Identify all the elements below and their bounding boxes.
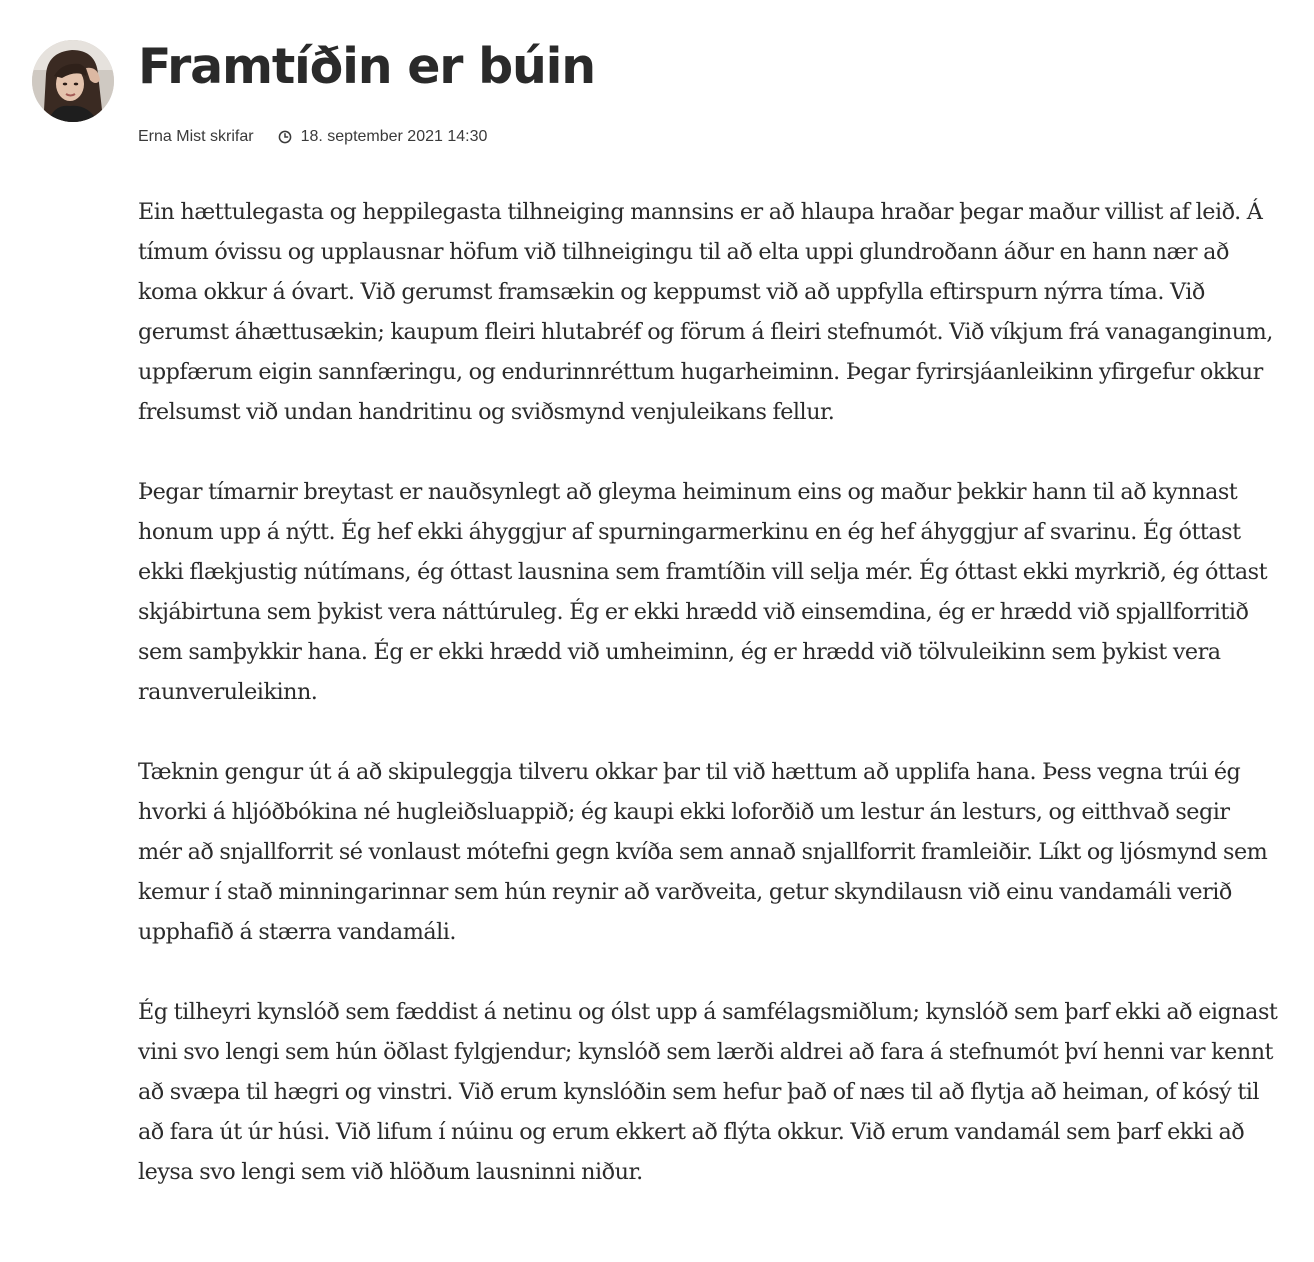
avatar[interactable] bbox=[32, 40, 114, 122]
avatar-photo bbox=[32, 40, 114, 122]
publish-date: 18. september 2021 14:30 bbox=[300, 128, 488, 145]
article-paragraph: Þegar tímarnir breytast er nauðsynlegt að gleyma heiminum eins og maður þekkir hann til að kynnast honum upp á nýtt. Ég hef ekki áhyggjur af spurningarmerkinu en ég hef áhyggjur af svarinu. Ég óttast ekki flækjustig nútímans, ég óttast lausnina sem framtíðin vill selja mér. Ég óttast ekki myrkrið, ég óttast skjábirtuna sem þykist vera náttúruleg. Ég er ekki hrædd við einsemdina, ég er hrædd við spjallforritið sem samþykkir hana. Ég er ekki hrædd við umheiminn, ég er hrædd við tölvuleikinn sem þykist vera raunveruleikinn. bbox=[138, 479, 1268, 705]
article-body bbox=[138, 192, 1278, 1232]
article-meta bbox=[138, 128, 487, 146]
article-paragraph: Ég tilheyri kynslóð sem fæddist á netinu og ólst upp á samfélagsmiðlum; kynslóð sem þarf ekki að eignast vini svo lengi sem hún öðlast fylgjendur; kynslóð sem lærði aldrei að fara á stefnumót því henni var kennt að svæpa til hægri og vinstri. Við erum kynslóðin sem hefur það of næs til að flytja að heiman, of kósý til að fara út úr húsi. Við lifum í núinu og erum ekkert að flýta okkur. Við erum vandamál sem þarf ekki að leysa svo lengi sem við hlöðum lausninni niður. bbox=[138, 999, 1278, 1185]
clock-icon bbox=[278, 130, 292, 144]
article-paragraph: Ein hættulegasta og heppilegasta tilhneiging mannsins er að hlaupa hraðar þegar maður villist af leið. Á tímum óvissu og upplausnar höfum við tilhneigingu til að elta uppi glundroðann áður en hann nær að koma okkur á óvart. Við gerumst framsækin og keppumst við að uppfylla eftirspurn nýrra tíma. Við gerumst áhættusækin; kaupum fleiri hlutabréf og förum á fleiri stefnumót. Við víkjum frá vanaganginum, uppfærum eigin sannfæringu, og endurinnréttum hugarheiminn. Þegar fyrirsjáanleikinn yfirgefur okkur frelsumst við undan handritinu og sviðsmynd venjuleikans fellur. bbox=[138, 199, 1273, 425]
author-byline[interactable]: Erna Mist skrifar bbox=[138, 128, 254, 145]
page-title: Framtíðin er búin bbox=[138, 38, 595, 95]
article-paragraph: Tæknin gengur út á að skipuleggja tilveru okkar þar til við hættum að upplifa hana. Þess vegna trúi ég hvorki á hljóðbókina né hugleiðsluappið; ég kaupi ekki loforðið um lestur án lesturs, og eitthvað segir mér að snjallforrit sé vonlaust mótefni gegn kvíða sem annað snjallforrit framleiðir. Líkt og ljósmynd sem kemur í stað minningarinnar sem hún reynir að varðveita, getur skyndilausn við einu vandamáli verið upphafið á stærra vandamáli. bbox=[138, 759, 1268, 945]
